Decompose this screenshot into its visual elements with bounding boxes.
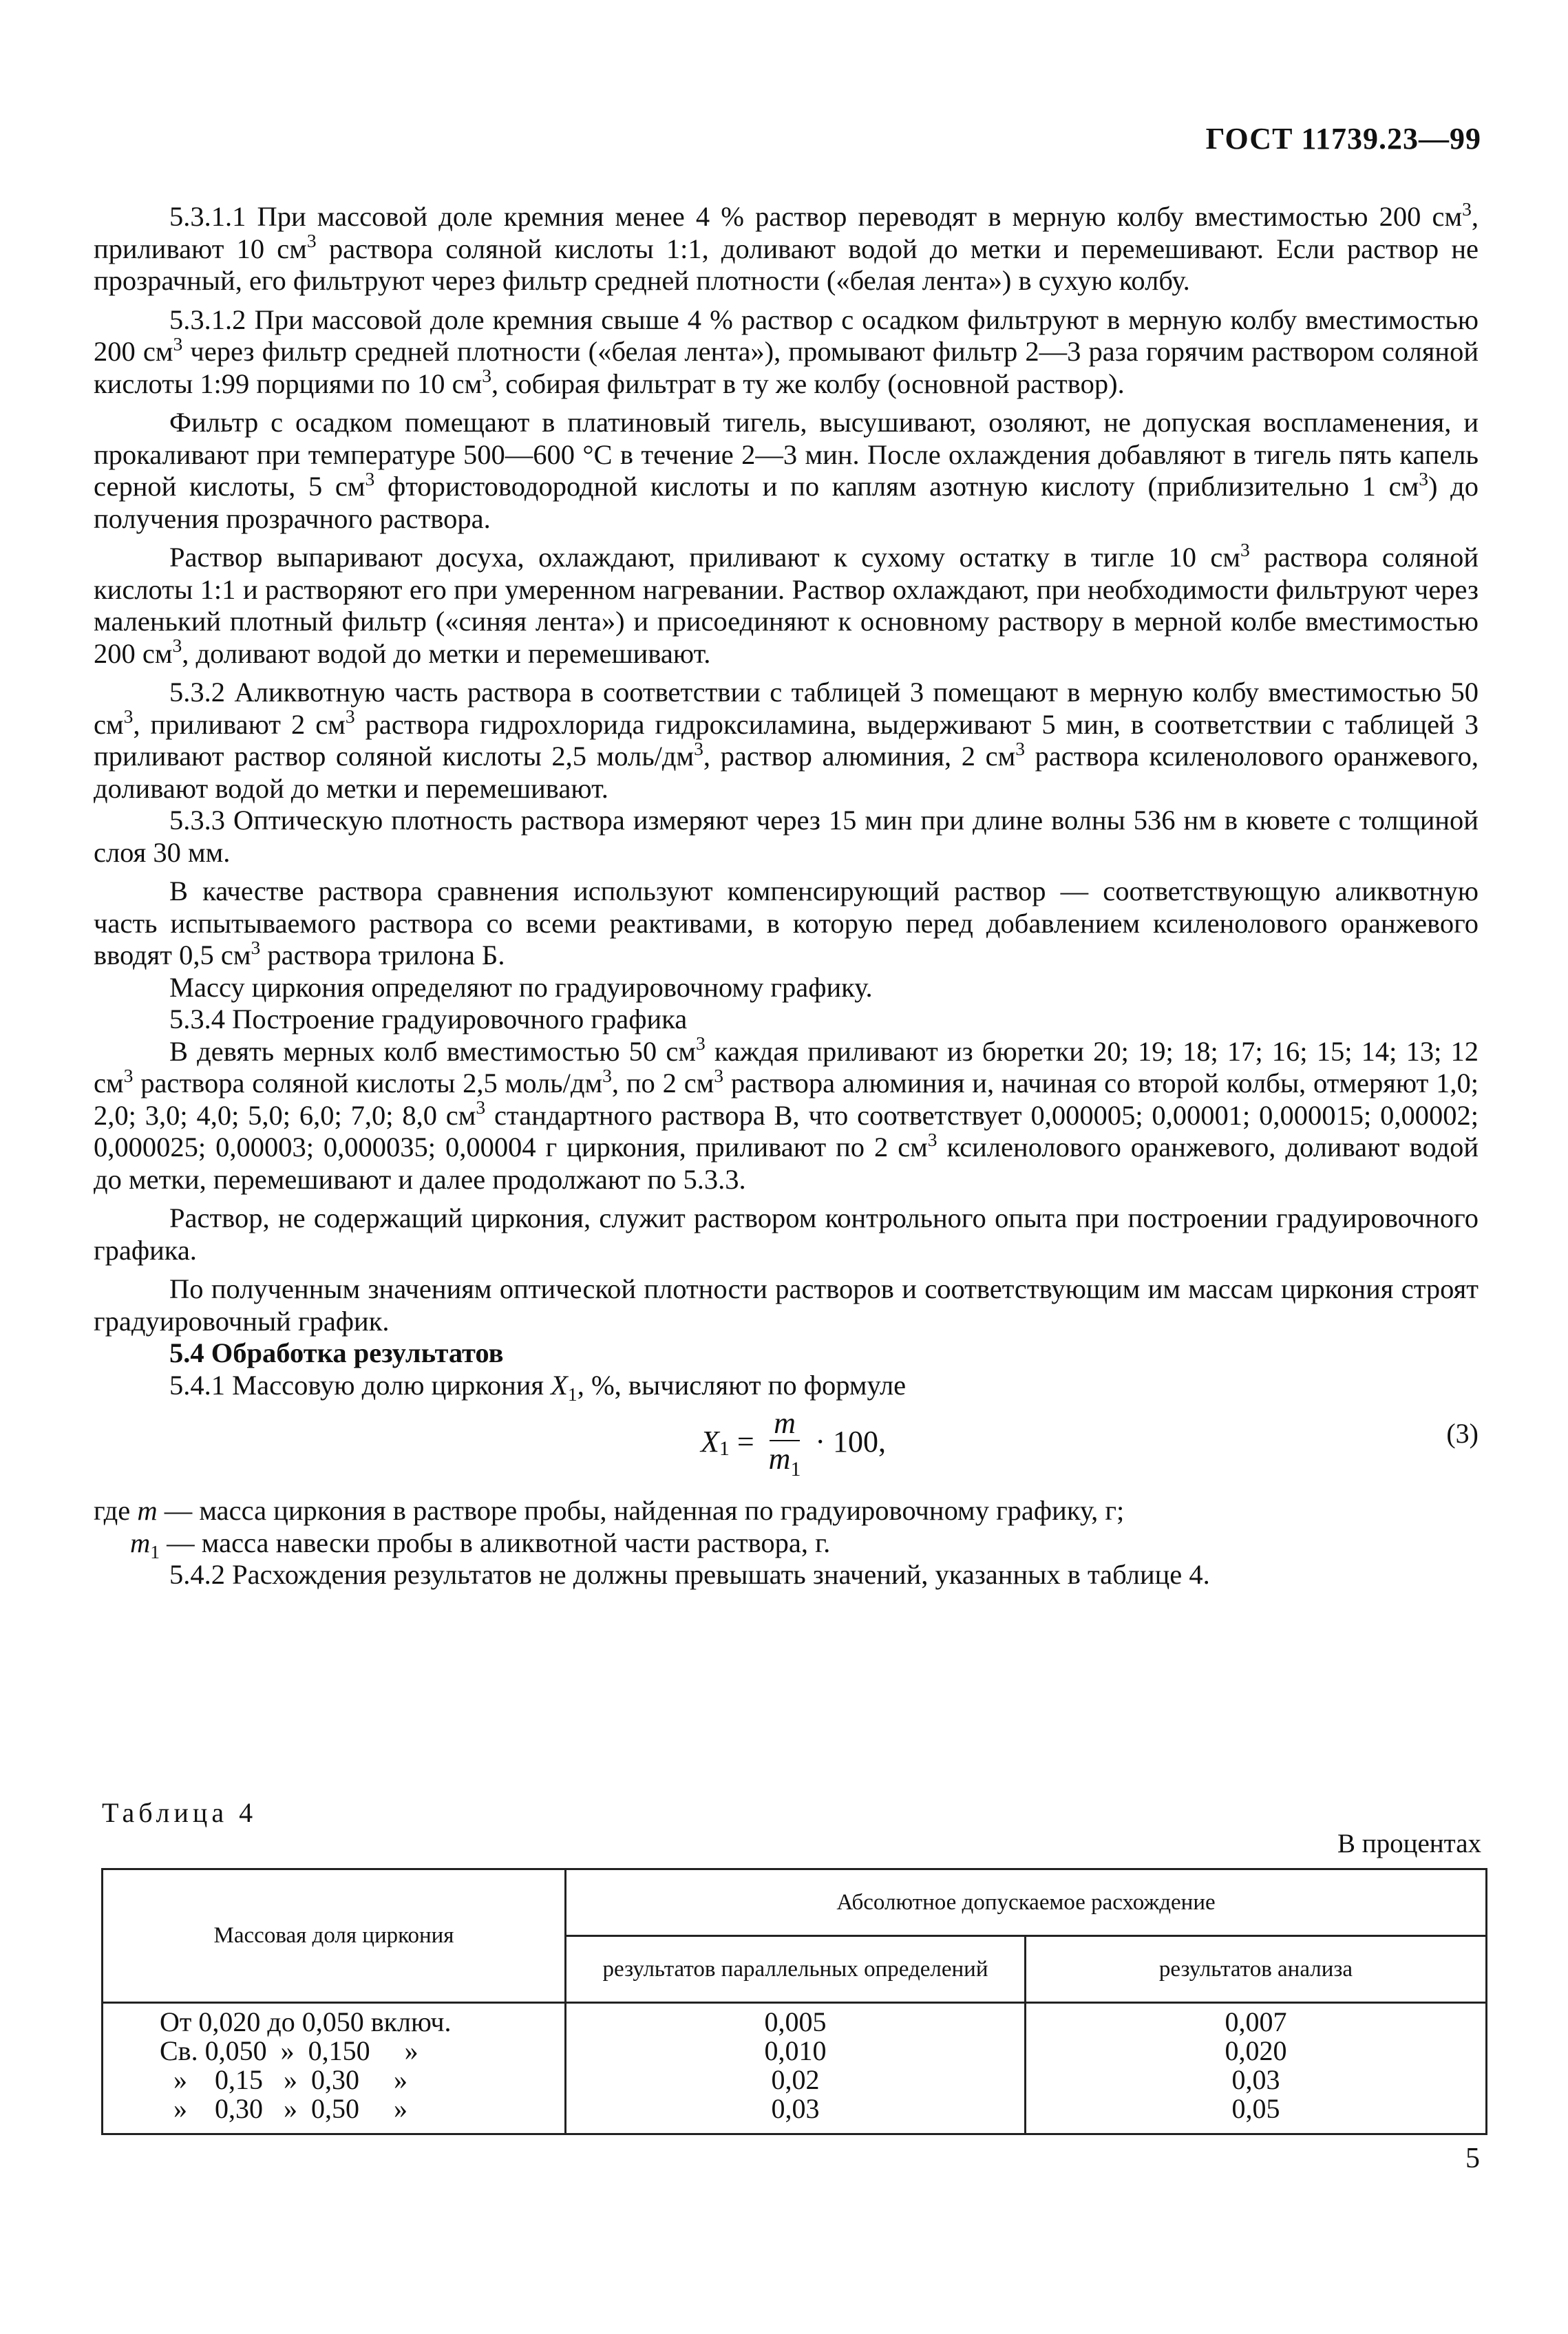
table-cell-parallel: 0,005: [764, 2006, 827, 2037]
section-5-4-heading: 5.4 Обработка результатов: [169, 1337, 504, 1368]
header-parallel: результатов параллельных определений: [566, 1936, 1026, 2003]
table-header-row: [103, 1869, 1487, 1936]
column-parallel: [566, 2003, 1026, 2134]
where-m1: $m_1$ — масса навески пробы в аликвотной части раствора, г.: [130, 1527, 831, 1563]
table-cell-analysis: 0,03: [1231, 2064, 1280, 2095]
table-cell-analysis: 0,007: [1225, 2006, 1287, 2037]
formula-expression: X $_1$ = $\frac{m}{m_1}$ · 100,: [701, 1406, 887, 1481]
paragraph-5-3-1-2: 5.3.1.2 При массовой доле кремния свыше 4 % раствор с осадком фильтруют в мерную колбу вместимостью 200 $см^3$ через фильтр средней плотности («белая лента»), промывают фильтр 2—3 раза горячим раствором соляной кислоты 1:99 порциями по 10 $см^3$, собирая фильтрат в ту же колбу (основной раствор).: [94, 304, 1479, 399]
table-cell-analysis: 0,020: [1225, 2035, 1287, 2066]
header-analysis: результатов анализа: [1026, 1936, 1487, 2003]
paragraph-5-3-4: 5.3.4 Построение градуировочного графика: [169, 1004, 688, 1035]
paragraph-filter: Фильтр с осадком помещают в платиновый тигель, высушивают, озоляют, не допуская воспламенения, и прокаливают при температуре 500—600 °С в течение 2—3 мин. После охлаждения добавляют в тигель пять капель серной кислоты, 5 $см^3$ фтористоводородной кислоты и по каплям азотную кислоту (приблизительно 1 $см^3$) до получения прозрачного раствора.: [94, 407, 1479, 534]
paragraph-5-3-1-1: 5.3.1.1 При массовой доле кремния менее 4 % раствор переводят в мерную колбу вместимостью 200 $см^3$, приливают 10 $см^3$ раствора соляной кислоты 1:1, доливают водой до метки и перемешивают. Если раствор не прозрачный, его фильтруют через фильтр средней плотности («белая лента») в сухую колбу.: [94, 198, 1479, 296]
document-body: [94, 198, 1479, 1591]
paragraph-evaporation: Раствор выпаривают досуха, охлаждают, приливают к сухому остатку в тигле 10 $см^3$ раствора соляной кислоты 1:1 и растворяют его при умеренном нагревании. Раствор охлаждают, при необходимости фильтруют через маленький плотный фильтр («синяя лента») и присоединяют к основному раствору в мерной колбе вместимостью 200 $см^3$, доливают водой до метки и перемешивают.: [94, 538, 1479, 669]
formula-3: [94, 1405, 1479, 1483]
paragraph-mass-zirconium: Массу циркония определяют по градуировочному графику.: [169, 971, 873, 1003]
formula-fraction: $\frac{m}{m_1}$: [768, 1406, 801, 1481]
header-allowed-discrepancy: Абсолютное допускаемое расхождение: [566, 1869, 1487, 1936]
table-4: [101, 1868, 1487, 2135]
paragraph-5-4-1: 5.4.1 Массовую долю циркония $X_1$, %, вычисляют по формуле: [169, 1369, 907, 1405]
column-analysis: [1026, 2003, 1487, 2134]
paragraph-5-3-3: 5.3.3 Оптическую плотность раствора измеряют через 15 мин при длине волны 536 нм в кювете с толщиной слоя 30 мм.: [94, 805, 1479, 868]
table-body-row: [103, 2003, 1487, 2134]
column-mass-fraction: [103, 2003, 566, 2134]
table-cell-range: Св. 0,050 » 0,150 »: [160, 2035, 419, 2066]
paragraph-5-4-2: 5.4.2 Расхождения результатов не должны превышать значений, указанных в таблице 4.: [169, 1559, 1210, 1590]
table-cell-range: » 0,30 » 0,50 »: [173, 2093, 407, 2124]
paragraph-5-3-2: 5.3.2 Аликвотную часть раствора в соответствии с таблицей 3 помещают в мерную колбу вместимостью 50 $см^3$, приливают 2 $см^3$ раствора гидрохлорида гидроксиламина, выдерживают 5 мин, в соответствии с таблицей 3 приливают раствор соляной кислоты 2,5 моль/$дм^3$, раствор алюминия, 2 $см^3$ раствора ксиленолового оранжевого, доливают водой до метки и перемешивают.: [94, 677, 1479, 804]
paragraph-nine-flasks: В девять мерных колб вместимостью 50 $см^3$ каждая приливают из бюретки 20; 19; 18; 17; 16; 15; 14; 13; 12 $см^3$ раствора соляной кислоты 2,5 моль/$дм^3$, по 2 $см^3$ раствора алюминия и, начиная со второй колбы, отмеряют 1,0; 2,0; 3,0; 4,0; 5,0; 6,0; 7,0; 8,0 $см^3$ стандартного раствора В, что соответствует 0,000005; 0,00001; 0,000015; 0,00002; 0,000025; 0,00003; 0,000035; 0,00004 г циркония, приливают по 2 $см^3$ ксиленолового оранжевого, доливают водой до метки, перемешивают и далее продолжают по 5.3.3.: [94, 1032, 1479, 1195]
paragraph-build-graph: По полученным значениям оптической плотности растворов и соответствующим им массам циркония строят градуировочный график.: [94, 1273, 1479, 1337]
table-units: В процентах: [1337, 1829, 1481, 1858]
table-cell-parallel: 0,010: [764, 2035, 827, 2066]
table-cell-range: От 0,020 до 0,050 включ.: [160, 2006, 452, 2037]
table-cell-analysis: 0,05: [1231, 2093, 1280, 2124]
standard-header: ГОСТ 11739.23—99: [1205, 122, 1481, 156]
header-mass-fraction: Массовая доля циркония: [103, 1869, 566, 2003]
table-cell-parallel: 0,02: [771, 2064, 820, 2095]
paragraph-reference-solution: В качестве раствора сравнения используют компенсирующий раствор — соответствующую аликвотную часть испытываемого раствора со всеми реактивами, в которую перед добавлением ксиленолового оранжевого вводят 0,5 $см^3$ раствора трилона Б.: [94, 876, 1479, 970]
where-m: где m — масса циркония в растворе пробы, найденная по градуировочному графику, г;: [94, 1495, 1125, 1526]
table-cell-parallel: 0,03: [771, 2093, 820, 2124]
table-cell-range: » 0,15 » 0,30 »: [173, 2064, 407, 2095]
formula-number: (3): [1446, 1418, 1479, 1449]
paragraph-control: Раствор, не содержащий циркония, служит раствором контрольного опыта при построении градуировочного графика.: [94, 1202, 1479, 1266]
table-caption: Таблица 4: [102, 1797, 257, 1828]
page-number: 5: [1465, 2143, 1480, 2174]
